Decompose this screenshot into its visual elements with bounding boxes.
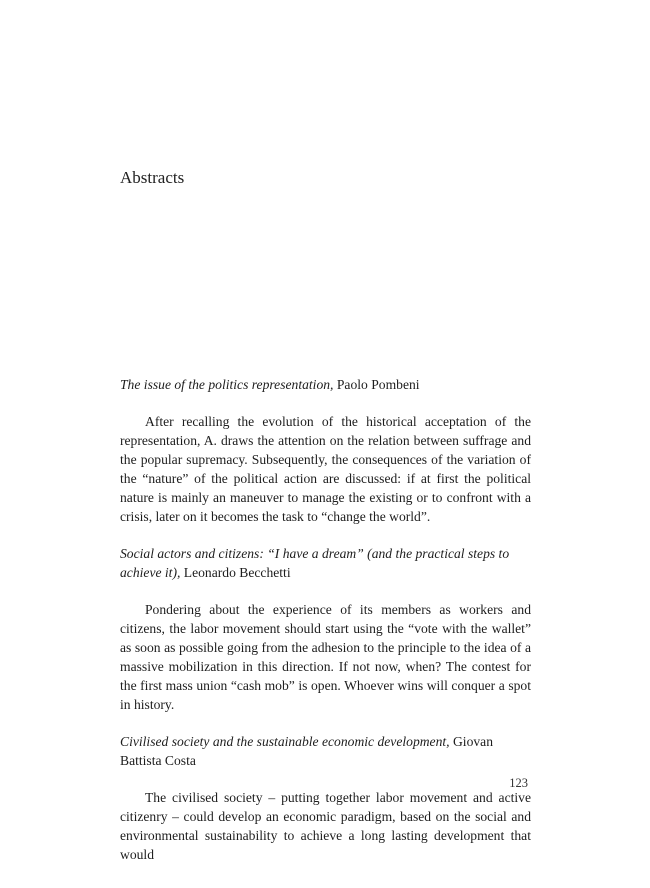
abstract-entry	[120, 544, 531, 714]
abstract-heading	[120, 732, 531, 770]
abstract-entry	[120, 732, 531, 864]
abstract-body: Pondering about the experience of its members as workers and citizens, the labor movement should start using the “vote with the wallet” as soon as possible going from the adhesion to the principle to the idea of a massive mobilization in this direction. If not now, when? The contest for the first mass union “cash mob” is open. Whoever wins will conquer a spot in history.	[120, 602, 531, 712]
abstract-title: The issue of the politics representation,	[120, 377, 334, 392]
abstracts-list	[120, 375, 531, 882]
abstract-author: Paolo Pombeni	[336, 377, 420, 392]
abstract-title: Social actors and citizens: “I have a dream” (and the practical steps to achieve it),	[120, 546, 510, 580]
abstract-author: Leonardo Becchetti	[183, 565, 291, 580]
page-title: Abstracts	[120, 168, 185, 187]
abstract-heading	[120, 544, 531, 582]
abstract-entry	[120, 375, 531, 526]
abstract-title: Civilised society and the sustainable economic development,	[120, 734, 450, 749]
abstract-body: After recalling the evolution of the historical acceptation of the representation, A. draws the attention on the relation between suffrage and the popular supremacy. Subsequently, the consequences of the variation of the “nature” of the political action are discussed: if at first the political nature is mainly an maneuver to manage the existing or to confront with a crisis, later on it becomes the task to “change the world”.	[120, 414, 531, 524]
abstract-body: The civilised society – putting together labor movement and active citizenry – could develop an economic paradigm, based on the social and environmental sustainability to achieve a long lasting development that would	[120, 790, 531, 862]
page-number: 123	[509, 776, 528, 790]
abstract-heading	[120, 375, 531, 394]
abstract-author: Giovan Battista Costa	[120, 734, 493, 768]
